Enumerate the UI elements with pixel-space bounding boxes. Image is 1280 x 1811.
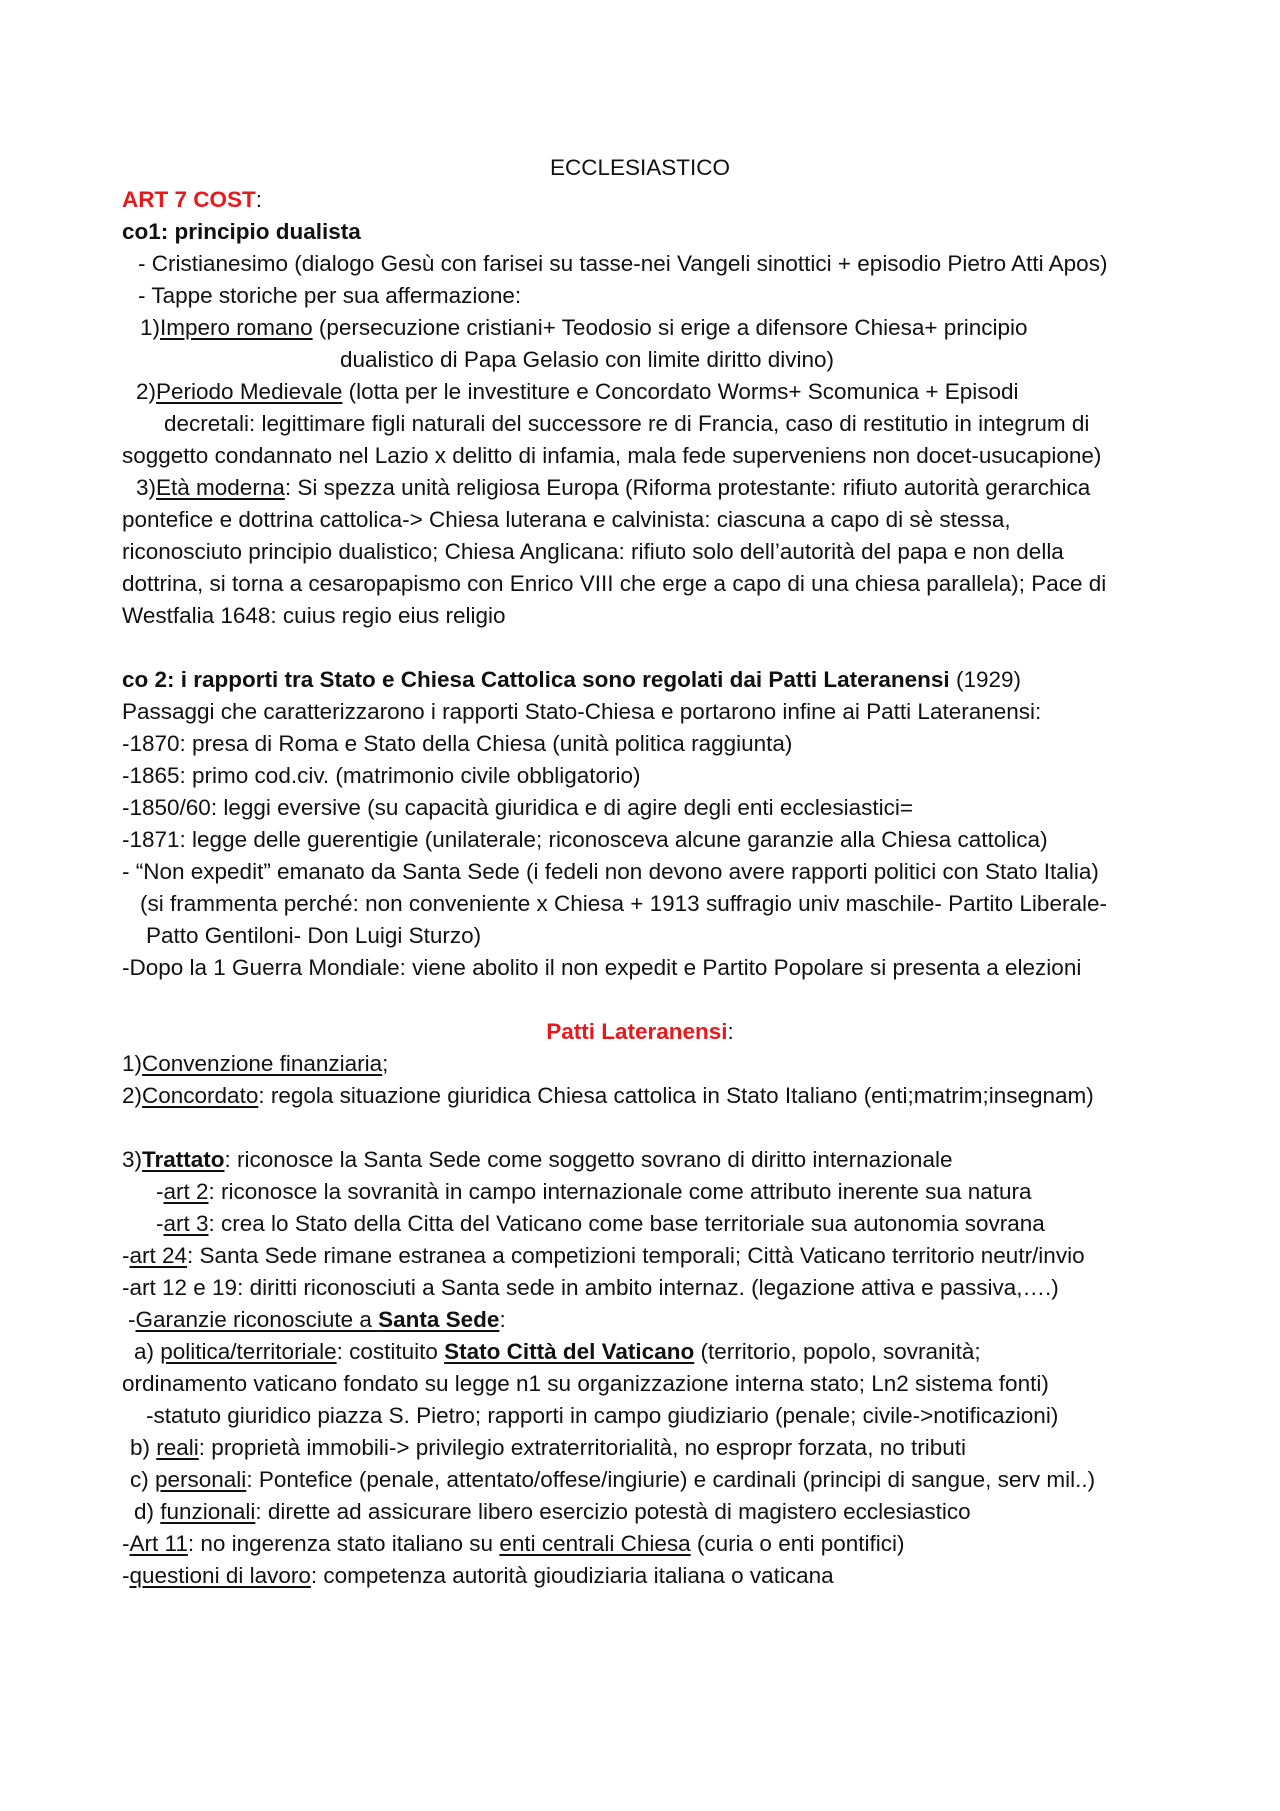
co2-item-1850: -1850/60: leggi eversive (su capacità giuridica e di agire degli enti ecclesiastici= xyxy=(122,795,914,820)
co2-intro: Passaggi che caratterizzarono i rapporti Stato-Chiesa e portarono infine ai Patti Lateranensi: xyxy=(122,699,1042,724)
patti-concordato: 2)Concordato: regola situazione giuridica Chiesa cattolica in Stato Italiano (enti;matrim;insegnam) xyxy=(122,1083,1094,1108)
patti-art2: -art 2: riconosce la sovranità in campo internazionale come attributo inerente sua natura xyxy=(156,1179,1032,1204)
co1-moderna-cont2: riconosciuto principio dualistico; Chiesa Anglicana: rifiuto solo dell’autorità del papa e non della xyxy=(122,539,1064,564)
co2-item-1865: -1865: primo cod.civ. (matrimonio civile obbligatorio) xyxy=(122,763,641,788)
co2-heading: co 2: i rapporti tra Stato e Chiesa Cattolica sono regolati dai Patti Lateranensi (1929) xyxy=(122,667,1021,692)
garanzia-politica: a) politica/territoriale: costituito Stato Città del Vaticano (territorio, popolo, sovranità; xyxy=(134,1339,981,1364)
garanzia-politica-cont2: -statuto giuridico piazza S. Pietro; rapporti in campo giudiziario (penale; civile->notificazioni) xyxy=(146,1403,1059,1428)
co1-moderna-cont3: dottrina, si torna a cesaropapismo con Enrico VIII che erge a capo di una chiesa parallela); Pace di xyxy=(122,571,1107,596)
patti-trattato: 3)Trattato: riconosce la Santa Sede come soggetto sovrano di diritto internazionale xyxy=(122,1147,953,1172)
co2-item-1870: -1870: presa di Roma e Stato della Chiesa (unità politica raggiunta) xyxy=(122,731,793,756)
co2-item-dopo-guerra: -Dopo la 1 Guerra Mondiale: viene abolito il non expedit e Partito Popolare si presenta a elezioni xyxy=(122,955,1082,980)
co1-impero-romano: 1)Impero romano (persecuzione cristiani+ Teodosio si erige a difensore Chiesa+ principio xyxy=(140,315,1028,340)
patti-garanzie: -Garanzie riconosciute a Santa Sede: xyxy=(128,1307,506,1332)
co1-medievale-cont1: decretali: legittimare figli naturali del successore re di Francia, caso di restitutio in integrum di xyxy=(164,411,1090,436)
patti-questioni-lavoro: -questioni di lavoro: competenza autorità gioudiziaria italiana o vaticana xyxy=(122,1563,834,1588)
co1-line-tappe: - Tappe storiche per sua affermazione: xyxy=(138,283,522,308)
co2-non-expedit-cont1: (si frammenta perché: non conveniente x Chiesa + 1913 suffragio univ maschile- Partito Liberale- xyxy=(140,891,1107,916)
co2-item-non-expedit: - “Non expedit” emanato da Santa Sede (i fedeli non devono avere rapporti politici con Stato Italia) xyxy=(122,859,1099,884)
art7-label: ART 7 COST xyxy=(122,187,256,212)
co2-non-expedit-cont2: Patto Gentiloni- Don Luigi Sturzo) xyxy=(146,923,482,948)
co1-periodo-medievale: 2)Periodo Medievale (lotta per le investiture e Concordato Worms+ Scomunica + Episodi xyxy=(136,379,1019,404)
garanzia-politica-cont1: ordinamento vaticano fondato su legge n1 su organizzazione interna stato; Ln2 sistema fonti) xyxy=(122,1371,1049,1396)
patti-heading: Patti Lateranensi: xyxy=(546,1019,734,1044)
garanzia-reali: b) reali: proprietà immobili-> privilegio extraterritorialità, no espropr forzata, no tributi xyxy=(130,1435,966,1460)
co1-eta-moderna: 3)Età moderna: Si spezza unità religiosa Europa (Riforma protestante: rifiuto autorità gerarchica xyxy=(136,475,1091,500)
patti-convenzione: 1)Convenzione finanziaria; xyxy=(122,1051,389,1076)
patti-art3: -art 3: crea lo Stato della Citta del Vaticano come base territoriale sua autonomia sovrana xyxy=(156,1211,1045,1236)
patti-art24: -art 24: Santa Sede rimane estranea a competizioni temporali; Città Vaticano territorio neutr/invio xyxy=(122,1243,1085,1268)
co1-line-cristianesimo: - Cristianesimo (dialogo Gesù con farisei su tasse-nei Vangeli sinottici + episodio Pietro Atti Apos) xyxy=(138,251,1108,276)
co1-medievale-cont2: soggetto condannato nel Lazio x delitto di infamia, mala fede superveniens non docet-usucapione) xyxy=(122,443,1102,468)
patti-art12-19: -art 12 e 19: diritti riconosciuti a Santa sede in ambito internaz. (legazione attiva e passiva,….) xyxy=(122,1275,1059,1300)
art7-heading: ART 7 COST: xyxy=(122,187,263,212)
document-title: ECCLESIASTICO xyxy=(549,155,731,180)
co1-heading: co1: principio dualista xyxy=(122,219,361,244)
co1-moderna-cont4: Westfalia 1648: cuius regio eius religio xyxy=(122,603,506,628)
garanzia-funzionali: d) funzionali: dirette ad assicurare libero esercizio potestà di magistero ecclesiastico xyxy=(134,1499,971,1524)
co2-item-1871: -1871: legge delle guerentigie (unilaterale; riconosceva alcune garanzie alla Chiesa cattolica) xyxy=(122,827,1048,852)
co1-impero-cont: dualistico di Papa Gelasio con limite diritto divino) xyxy=(340,347,834,372)
co1-moderna-cont1: pontefice e dottrina cattolica-> Chiesa luterana e calvinista: ciascuna a capo di sè stessa, xyxy=(122,507,1011,532)
garanzia-personali: c) personali: Pontefice (penale, attentato/offese/ingiurie) e cardinali (principi di sangue, serv mil..) xyxy=(130,1467,1096,1492)
patti-art11: -Art 11: no ingerenza stato italiano su enti centrali Chiesa (curia o enti pontifici) xyxy=(122,1531,905,1556)
